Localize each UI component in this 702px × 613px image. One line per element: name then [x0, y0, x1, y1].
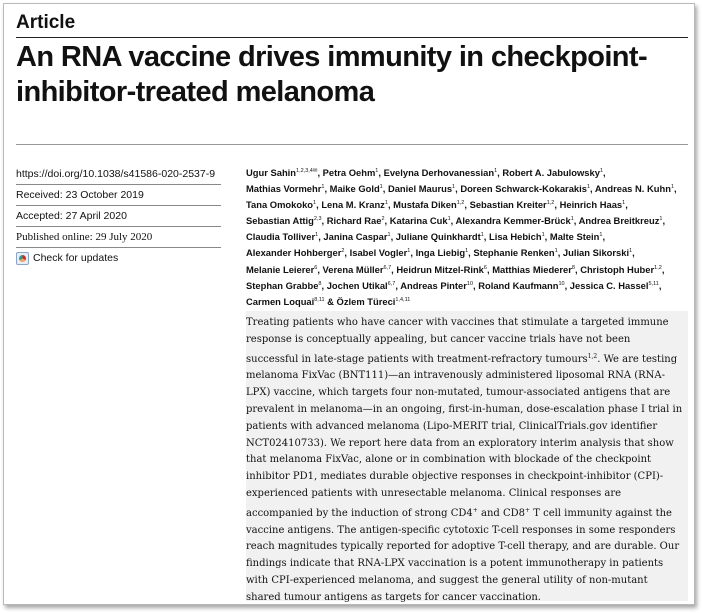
superscript-plus: +	[472, 506, 478, 514]
affiliation-superscript: 5,11	[648, 280, 659, 287]
article-page	[3, 3, 695, 605]
author-name[interactable]: Andrea Breitkreuz$^1$	[578, 215, 663, 227]
author-name[interactable]: Juliane Quinkhardt$^1$	[395, 231, 484, 243]
abstract-text: Treating patients who have cancer with vaccines that stimulate a targeted immune response is conceptually appealing, but cancer vaccine trials have not been successful in late-stage patients with treatment-refractory tumours$^{1,2}$. We are testing melanoma FixVac (BNT111)—an intravenously administered liposomal RNA (RNA-LPX) vaccine, which targets four non-mutated, tumour-associated antigens that are prevalent in melanoma—in an ongoing, first-in-human, dose-escalation phase I trial in patients with advanced melanoma (Lipo-MERIT trial, ClinicalTrials.gov identifier NCT02410733). We report here data from an exploratory interim analysis that show that melanoma FixVac, alone or in combination with blockade of the checkpoint inhibitor PD1, mediates durable objective responses in checkpoint-inhibitor (CPI)-experienced patients with unresectable melanoma. Clinical responses are accompanied by the induction of strong CD4+ and CD8+ T cell immunity against the vaccine antigens. The antigen-specific cytotoxic T-cell responses in some responders reach magnitudes typically reported for adoptive T-cell therapy, and are durable. Our findings indicate that RNA-LPX vaccination is a potent immunotherapy in patients with CPI-experienced melanoma, and suggest the general utility of non-mutant shared tumour antigens as targets for cancer vaccination.	[246, 317, 683, 603]
affiliation-superscript: 2,3	[313, 216, 322, 223]
author-name[interactable]: Christoph Huber$^{1,2}$	[580, 263, 662, 275]
author-name[interactable]: Sebastian Attig$^{2,3}$	[246, 215, 322, 227]
author-name[interactable]: Heidrun Mitzel-Rink$^6$	[396, 263, 487, 275]
author-name[interactable]: Richard Rae$^2$	[326, 215, 385, 227]
affiliation-superscript: 1	[554, 248, 558, 255]
author-name[interactable]: Tana Omokoko$^1$	[246, 199, 317, 211]
affiliation-superscript: 6	[483, 264, 487, 271]
author-name[interactable]: Maike Gold$^1$	[329, 183, 383, 195]
affiliation-superscript: 1	[622, 200, 626, 207]
superscript-plus: +	[525, 506, 531, 514]
author-name[interactable]: Ugur Sahin$^{1,2,3,4✉}$	[246, 167, 318, 178]
received-date: Received: 23 October 2019	[16, 189, 144, 201]
author-name[interactable]: Andreas N. Kuhn$^1$	[594, 183, 674, 195]
author-name[interactable]: Andreas Pinter$^{10}$	[400, 279, 474, 291]
title-rule	[16, 144, 688, 145]
article-title: An RNA vaccine drives immunity in checkpoint-inhibitor-treated melanoma	[16, 41, 648, 108]
author-name[interactable]: Claudia Tolliver$^1$	[246, 231, 319, 243]
affiliation-superscript: 1	[407, 248, 411, 255]
affiliation-superscript: 1	[315, 232, 319, 239]
author-name[interactable]: Verena Müller$^{6,7}$	[322, 263, 392, 275]
affiliation-superscript: 10	[558, 280, 565, 287]
affiliation-superscript: 1	[384, 200, 388, 207]
affiliation-superscript: 1	[659, 216, 663, 223]
check-for-updates-label: Check for updates	[33, 252, 119, 264]
author-name[interactable]: Petra Oehm$^1$	[322, 167, 379, 178]
author-name[interactable]: Mathias Vormehr$^1$	[246, 183, 325, 195]
affiliation-superscript: 1,2	[456, 200, 465, 207]
article-metadata	[16, 164, 236, 268]
author-name[interactable]: Stephanie Renken$^1$	[473, 247, 558, 259]
affiliation-superscript: 1	[465, 248, 469, 255]
header-rule	[16, 37, 688, 38]
author-name[interactable]: Roland Kaufmann$^{10}$	[478, 279, 565, 291]
affiliation-superscript: 6,7	[383, 264, 392, 271]
author-name[interactable]: Lisa Hebich$^1$	[488, 231, 545, 243]
check-for-updates-icon	[16, 252, 29, 265]
author-name[interactable]: Robert A. Jabulowsky$^1$	[502, 167, 603, 178]
affiliation-superscript: 1	[670, 184, 674, 191]
affiliation-superscript: 1	[599, 168, 603, 174]
affiliation-superscript: 1	[375, 168, 379, 174]
author-name[interactable]: Sebastian Kreiter$^{1,2}$	[469, 199, 555, 211]
affiliation-superscript: 1	[387, 232, 391, 239]
affiliation-superscript: 6	[314, 264, 318, 271]
author-name[interactable]: Alexander Hohberger$^2$	[246, 247, 345, 259]
author-name[interactable]: Inga Liebig$^1$	[415, 247, 469, 259]
author-name[interactable]: Jochen Utikal$^{6,7}$	[326, 279, 396, 291]
author-name[interactable]: Isabel Vogler$^1$	[349, 247, 411, 259]
affiliation-superscript: 2	[381, 216, 385, 223]
affiliation-superscript: 1,2,3,4✉	[296, 168, 318, 174]
published-date: Published online: 29 July 2020	[16, 231, 153, 243]
affiliation-superscript: 8	[318, 280, 322, 287]
author-list: Ugur Sahin$^{1,2,3,4✉}$, Petra Oehm$^1$, Evelyna Derhovanessian$^1$, Robert A. Jabulowsky$^1$, Mathias Vormehr$^1$, Maike Gold$^1$, Daniel Maurus$^1$, Doreen Schwarck-Kokarakis$^1$, Andreas N. Kuhn$^1$, Tana Omokoko$^1$, Lena M. Kranz$^1$, Mustafa Diken$^{1,2}$, Sebastian Kreiter$^{1,2}$, Heinrich Haas$^1$, Sebastian Attig$^{2,3}$, Richard Rae$^2$, Katarina Cuk$^1$, Alexandra Kemmer-Brück$^1$, Andrea Breitkreuz$^1$, Claudia Tolliver$^1$, Janina Caspar$^1$, Juliane Quinkhardt$^1$, Lisa Hebich$^1$, Malte Stein$^1$, Alexander Hohberger$^2$, Isabel Vogler$^1$, Inga Liebig$^1$, Stephanie Renken$^1$, Julian Sikorski$^1$, Melanie Leierer$^6$, Verena Müller$^{6,7}$, Heidrun Mitzel-Rink$^6$, Matthias Miederer$^8$, Christoph Huber$^{1,2}$, Stephan Grabbe$^8$, Jochen Utikal$^{6,7}$, Andreas Pinter$^{10}$, Roland Kaufmann$^{10}$, Jessica C. Hassel$^{5,11}$, Carmen Loquai$^{8,11}$ & Özlem Türeci$^{1,4,11}$	[246, 167, 677, 307]
affiliation-superscript: 1	[586, 184, 590, 191]
author-name[interactable]: Katarina Cuk$^1$	[389, 215, 451, 227]
article-type-label: Article	[16, 12, 76, 33]
affiliation-superscript: 1	[379, 184, 383, 191]
affiliation-superscript: 1	[629, 248, 633, 255]
author-name[interactable]: Carmen Loquai$^{8,11}$	[246, 295, 325, 307]
affiliation-superscript: 1,4,11	[395, 296, 411, 303]
affiliation-superscript: 1	[321, 184, 325, 191]
author-name[interactable]: Lena M. Kranz$^1$	[321, 199, 388, 211]
affiliation-superscript: 1	[447, 216, 451, 223]
author-name[interactable]: Evelyna Derhovanessian$^1$	[383, 167, 498, 178]
doi-link[interactable]: https://doi.org/10.1038/s41586-020-2537-9	[16, 168, 216, 180]
affiliation-superscript: 2	[341, 248, 345, 255]
author-name[interactable]: Heinrich Haas$^1$	[559, 199, 626, 211]
author-name[interactable]: Melanie Leierer$^6$	[246, 263, 318, 275]
reference-superscript: 1,2	[587, 352, 598, 360]
affiliation-superscript: 8,11	[314, 296, 325, 303]
author-name[interactable]: Alexandra Kemmer-Brück$^1$	[455, 215, 574, 227]
author-name[interactable]: Julian Sikorski$^1$	[562, 247, 633, 259]
author-name[interactable]: Doreen Schwarck-Kokarakis$^1$	[460, 183, 590, 195]
check-for-updates-button[interactable]	[16, 248, 236, 268]
author-name[interactable]: & Özlem Türeci$^{1,4,11}$	[327, 295, 411, 307]
affiliation-superscript: 10	[466, 280, 474, 287]
affiliation-superscript: 1,2	[546, 200, 555, 207]
author-name[interactable]: Janina Caspar$^1$	[323, 231, 391, 243]
affiliation-superscript: 1,2	[654, 264, 662, 271]
affiliation-superscript: 1	[480, 232, 484, 239]
affiliation-superscript: 1	[599, 232, 603, 239]
affiliation-superscript: 1	[452, 184, 456, 191]
affiliation-superscript: 1	[570, 216, 574, 223]
affiliation-superscript: 6,7	[387, 280, 396, 287]
author-name[interactable]: Jessica C. Hassel$^{5,11}$	[569, 279, 659, 291]
affiliation-superscript: 8	[571, 264, 575, 271]
affiliation-superscript: 1	[313, 200, 317, 207]
author-name[interactable]: Malte Stein$^1$	[549, 231, 603, 243]
author-name[interactable]: Stephan Grabbe$^8$	[246, 279, 322, 291]
accepted-date: Accepted: 27 April 2020	[16, 210, 127, 222]
author-name[interactable]: Mustafa Diken$^{1,2}$	[393, 199, 465, 211]
abstract-box	[246, 311, 688, 601]
author-name[interactable]: Matthias Miederer$^8$	[492, 263, 575, 275]
author-name[interactable]: Daniel Maurus$^1$	[387, 183, 456, 195]
affiliation-superscript: 1	[494, 168, 498, 174]
affiliation-superscript: 1	[541, 232, 545, 239]
